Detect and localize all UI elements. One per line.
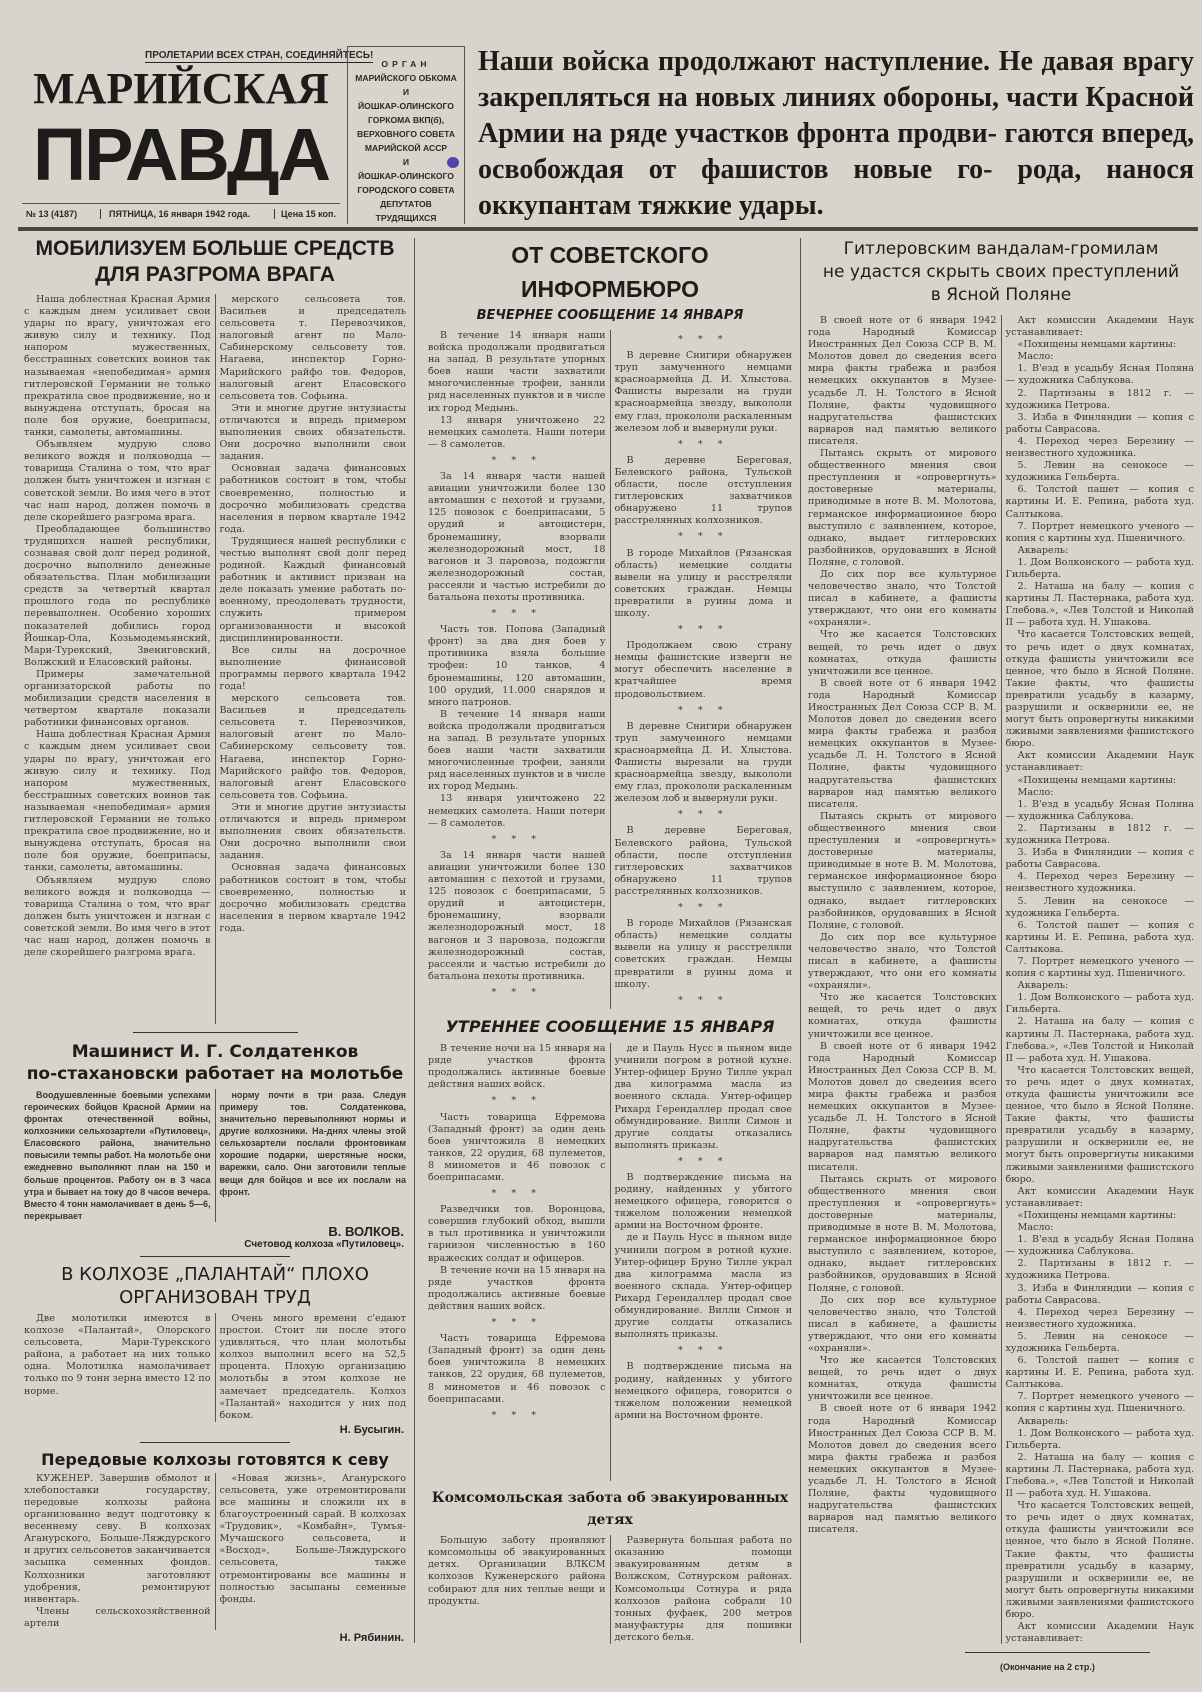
paragraph: 13 января уничтожено 22 немецких самолета. Наши потери — 8 самолетов. (428, 793, 606, 829)
paragraph: Акварель: (1017, 1415, 1069, 1427)
organ-box (347, 46, 465, 224)
paragraph: 4. Переход через Березину — неизвестного художника. (1005, 871, 1194, 895)
paragraph: В течение 14 января наши войска продолжали продвигаться на запад. В результате упорных боев наши части захватили многочисленные трофеи, заняли ряд населенных пунктов и в числе их город Медынь. (428, 330, 606, 414)
paragraph: Очень много времени с'едают простои. Стоит ли после этого удивляться, что план молотьбы колхоз выполнил всего на 52,5 процента. Плохую организацию молотьбы в этом колхозе не замечает председатель. Колхоз «Палантай» находится у них под боком. (219, 1312, 406, 1421)
machinist-signature: В. ВОЛКОВ. (328, 1223, 404, 1239)
morning-report-title: УТРЕННЕЕ СООБЩЕНИЕ 15 ЯНВАРЯ (445, 1017, 775, 1037)
section-separator: * * * (491, 986, 542, 998)
section-rule (140, 1442, 290, 1443)
organ-line: И (402, 157, 410, 167)
middle-section (424, 238, 796, 1644)
paragraph: де и Пауль Нусс в пьяном виде учинили погром в ротной кухне. Унтер-офицер Бруно Тилле украл два килограмма масла из военного склада. Унтер-офицер Рихард Герендаллер продал свое обмундирование. Вилли Симон и другие солдаты отказались выполнять приказы. (614, 1043, 792, 1151)
section-separator: * * * (678, 809, 729, 821)
paragraph: В деревне Снигири обнаружен труп замученного немцами красноармейца Д. И. Хлыстова. Фашисты вырезали на груди красноармейца звезду, выкололи ему глаз, прокололи раскаленным железом лоб и вывернули руки. (614, 350, 792, 434)
organ-line: МАРИЙСКОГО ОБКОМА (355, 73, 457, 83)
paragraph: 1. В'езд в усадьбу Ясная Поляна — художника Саблукова. (1005, 1234, 1194, 1258)
paragraph: Что же касается Толстовских вещей, то речь идет о двух комнатах, откуда фашисты уничтожили все ценное. (808, 629, 997, 677)
yasnaya-columns (804, 315, 1198, 1644)
paragraph: Наша доблестная Красная Армия с каждым днем усиливает свои удары по врагу, уничтожая его живую силу и технику. Под напором мужественных, бесстрашных советских воинов так называемая «непобедимая» армия гитлеровской Германии не только прекратила свое продвижение, но и вынуждена отступать, бросая на поле боя оружие, боеприпасы, танки, самолеты, автомашины. (24, 729, 211, 874)
paragraph: КУЖЕНЕР. Завершив обмолот и хлебопоставки государству, передовые колхозы района организованно ведут подготовку к весеннему севу. В колхозах Агануpского, Больше-Ляждурского и других сельсоветов заканчивается засыпка семенных фондов. Колхозники заготовляют удобрения, ремонтируют инвентарь. (24, 1472, 211, 1605)
paragraph: За 14 января части нашей авиации уничтожили более 130 автомашин с пехотой и грузами, 125 повозок с боеприпасами, 5 орудий и автоцистерн, бронемашину, взорвали железнодорожный мост, 18 вагонов и 3 паровоза, подожгли железнодорожный состав, рассеяли и частью истребили до батальона пехоты противника. (428, 849, 606, 982)
yasnaya-headline: Гитлеровским вандалам-громилам не удастся скрыть своих преступлений в Ясной Поляне (822, 239, 1180, 305)
informburo-column-4 (610, 1043, 797, 1481)
paragraph: 7. Портрет немецкого ученого — копия с картины худ. Пшеничного. (1005, 1391, 1194, 1415)
yasnaya-column-2 (1001, 315, 1199, 1644)
paragraph: Две молотилки имеются в колхозе «Палантай», Олорского сельсовета, Мари-Турекского района, а работает на них только одна. Молотилка намолачивает только по 9 тонн зерна вместо 12 по норме. (24, 1312, 211, 1397)
komsomol-headline: Комсомольская забота об эвакуированных детях (431, 1490, 789, 1529)
sowing-signature: Н. Рябинин. (339, 1632, 404, 1644)
paragraph: 7. Портрет немецкого ученого — копия с картины худ. Пшеничного. (1005, 520, 1194, 544)
sowing-columns (20, 1473, 410, 1630)
section-separator: * * * (678, 438, 729, 450)
palantai-headline: В КОЛХОЗЕ „ПАЛАНТАЙ“ ПЛОХО ОРГАНИЗОВАН ТРУД (61, 1263, 369, 1308)
paragraph: До сих пор все культурное человечество знало, что Толстой писал в кабинете, а фашисты утверждают, что они его комнаты «охраняли». (808, 931, 997, 992)
paragraph: Что же касается Толстовских вещей, то речь идет о двух комнатах, откуда фашисты уничтожили все ценное. (808, 992, 997, 1040)
informburo-column-3 (424, 1043, 610, 1481)
organ-line: ГОРКОМА ВКП(б), (368, 115, 444, 125)
evening-report-title: ВЕЧЕРНЕЕ СООБЩЕНИЕ 14 ЯНВАРЯ (476, 308, 744, 323)
lead-headline-line: гаются вперед, освобождая от фашистов новые го- (478, 118, 1194, 185)
komsomol-columns (424, 1535, 796, 1644)
section-separator: * * * (491, 1188, 542, 1200)
paragraph: норму почти в три раза. Следуя примеру тов. Солдатенкова, значительно перевыполняют нормы и другие колхозники. На-днях члены этой сельхозартели послали фронтовикам хорошие подарки, шерстяные носки, варежки, сало. Они заготовили теплые вещи для бойцов и все их послали на фронт. (219, 1089, 406, 1197)
section-separator: * * * (678, 1345, 729, 1357)
paragraph: Масло: (1017, 1222, 1054, 1234)
paragraph: 1. В'езд в усадьбу Ясная Поляна — художника Саблукова. (1005, 363, 1194, 387)
mobilize-headline: МОБИЛИЗУЕМ БОЛЬШЕ СРЕДСТВ ДЛЯ РАЗГРОМА ВРАГА (35, 237, 395, 286)
organ-line: МАРИЙСКОЙ АССР (364, 143, 448, 153)
paragraph: В своей ноте от 6 января 1942 года Народный Комиссар Иностранных Дел Союза ССР В. М. Молотов довел до сведения всего мира факты грабежа и разбоя немецких оккупантов в Музее-усадьбе Л. Н. Толстого в Ясной Поляне, факты чудовищного надругательства фашистских варваров над памятью великого писателя. (808, 1040, 997, 1173)
paragraph: Развернута большая работа по оказанию помощи эвакуированным детям в Волжском, Сотнурском районах. Комсомольцы Сотнура и ряда колхозов района собрали 10 тонных фуфаек, 200 метров мануфактуры для пошивки детского белья. (614, 1535, 792, 1643)
organ-line: ЙОШКАР-ОЛИНСКОГО (357, 171, 454, 181)
paragraph: Что касается Толстовских вещей, то речь идет о двух комнатах, откуда фашисты уничтожили все ценное, что было в Ясной Поляне. Такие факты, что фашисты превратили усадьбу в казарму, разрушили и осквернили ее, не могут быть опровергнуты никакими лживыми заявлениями фашистского бюро. (1005, 1064, 1194, 1185)
paragraph: В деревне Береговая, Белевского района, Тульской области, после отступления гитлеровских захватчиков обнаружено 11 трупов расстрелянных колхозников. (614, 825, 792, 897)
lead-headline-line: врагу закрепляться на новых линиях обороны, части (478, 46, 1194, 113)
paragraph: 4. Переход через Березину — неизвестного художника. (1005, 435, 1194, 460)
paragraph: «Новая жизнь», Агануpского сельсовета, уже отремонтировали все машины и сложили их в благоустроенный сарай. В колхозах «Трудовик», «Комбайн», Тумъя-Мучашского сельсовета, и «Восход», Больше-Ляждурского сельсовета, также отремонтированы все машины и полностью засыпаны семенные фонды. (219, 1472, 406, 1605)
section-separator: * * * (491, 1409, 542, 1421)
paragraph: 5. Левин на сенокосе — художника Гельберта. (1005, 460, 1194, 484)
paragraph: 2. Партизаны в 1812 г. — художника Петрова. (1005, 822, 1194, 847)
paragraph: Объявляем мудрую слово великого вождя и полководца — товарища Сталина о том, что враг должен быть уничтожен и изгнан с советской земли. Во имя чего в этот час наш народ, должен помочь в деле скорейшего разгрома врага. (24, 874, 211, 959)
section-separator: * * * (678, 704, 729, 716)
paragraph: Акт комиссии Академии Наук устанавливает: (1005, 750, 1194, 774)
paragraph: «Похищены немцами картины: (1017, 1209, 1177, 1221)
informburo-headline: ОТ СОВЕТСКОГО ИНФОРМБЮРО (511, 242, 709, 302)
paragraph: 5. Левин на сенокосе — художника Гельберта. (1005, 895, 1194, 919)
paragraph: «Похищены немцами картины: (1017, 774, 1177, 786)
organ-line: И (402, 87, 410, 97)
paragraph: де и Пауль Нусс в пьяном виде учинили погром в ротной кухне. Унтер-офицер Бруно Тилле украл два килограмма масла из военного склада. Унтер-офицер Рихард Герендаллер продал свое обмундирование. Вилли Симон и другие солдаты отказались выполнять приказы. (614, 1232, 792, 1341)
paragraph: Масло: (1017, 786, 1054, 798)
issue-date: ПЯТНИЦА, 16 января 1942 года. (101, 209, 275, 219)
paragraph: Часть тов. Попова (Западный фронт) за два дня боев у противника взяла большие трофеи: 10 танков, 4 бронемашины, 120 автомашин, 100 орудий, 11.000 снарядов и много патронов. (428, 624, 606, 708)
mobilize-columns (20, 294, 410, 1024)
informburo-column-1 (424, 330, 610, 1009)
lead-headline-line: Наши войска продолжают наступление. Не давая (478, 46, 1123, 77)
paragraph: Эти и многие другие энтузиасты отличаются и впредь примером выполнения своих обязательств. Они досрочно выполнили свои задания. (219, 801, 406, 862)
organ-line: ДЕПУТАТОВ (380, 199, 432, 209)
paragraph: 1. Дом Волконского — работа худ. Гильберта. (1005, 556, 1194, 580)
paragraph: 2. Наташа на балу — копия с картины Л. Пастернака, работа худ. Глебова.», «Лев Толстой и Николай II — работа худ. Н. Ушакова. (1005, 581, 1194, 629)
paragraph: 3. Изба в Финляндии — копия с работы Саврасова. (1005, 411, 1194, 435)
paragraph: 2. Партизаны в 1812 г. — художника Петрова. (1005, 1258, 1194, 1282)
organ-line: ВЕРХОВНОГО СОВЕТА (357, 129, 455, 139)
section-separator: * * * (491, 1095, 542, 1107)
informburo-column-2 (610, 330, 797, 1009)
section-divider (414, 238, 415, 1643)
masthead-info-bar (22, 203, 340, 224)
paragraph: В деревне Береговая, Белевского района, Тульской области, после отступления гитлеровских захватчиков обнаружено 11 трупов расстрелянных колхозников. (614, 454, 792, 527)
sowing-column-1 (20, 1473, 215, 1630)
machinist-columns (20, 1089, 410, 1222)
section-separator: * * * (678, 994, 729, 1006)
paragraph: Пытаясь скрыть от мирового общественного мнения свои преступления и «опровергнуть» достоверные материалы, приводимые в ноте В. М. Молотова, германское информационное бюро выступило с заявлением, которое, однако, выдает гитлеровских разбойников, орудовавших в Ясной Поляне, с головой. (808, 810, 997, 931)
paragraph: Акварель: (1017, 544, 1069, 556)
paragraph: 2. Наташа на балу — копия с картины Л. Пастернака, работа худ. Глебова.», «Лев Толстой и Николай II — работа худ. Н. Ушакова. (1005, 1451, 1194, 1500)
paragraph: 2. Наташа на балу — копия с картины Л. Пастернака, работа худ. Глебова.», «Лев Толстой и Николай II — работа худ. Н. Ушакова. (1005, 1016, 1194, 1064)
paragraph: Наша доблестная Красная Армия с каждым днем усиливает свои удары по врагу, уничтожая его живую силу и технику. Под напором мужественных, бесстрашных советских воинов так называемая «непобедимая» армия гитлеровской Германии не только прекратила свое продвижение, но и вынуждена отступать, бросая на поле боя оружие, боеприпасы, танки, самолеты, автомашины. (24, 294, 211, 439)
section-separator: * * * (491, 608, 542, 620)
paragraph: Пытаясь скрыть от мирового общественного мнения свои преступления и «опровергнуть» достоверные материалы, приводимые в ноте В. М. Молотова, германское информационное бюро выступило с заявлением, которое, однако, выдает гитлеровских разбойников, орудовавших в Ясной Поляне, с головой. (808, 448, 997, 568)
machinist-headline: Машинист И. Г. Солдатенков по-стахановски работает на молотьбе (26, 1041, 404, 1084)
lead-headline-line: Красной Армии на ряде участков фронта продви- (478, 82, 1194, 149)
section-divider (800, 238, 801, 1643)
paragraph: До сих пор все культурное человечество знало, что Толстой писал в кабинете, а фашисты утверждают, что они его комнаты «охраняли». (808, 1294, 997, 1354)
masthead-title-line1: МАРИЙСКАЯ (33, 64, 329, 113)
organ-line: ЙОШКАР-ОЛИНСКОГО (357, 101, 454, 111)
paragraph: «Похищены немцами картины: (1017, 339, 1177, 351)
right-section (804, 238, 1198, 1644)
paragraph: Воодушевленные боевыми успехами героических бойцов Красной Армии на фронтах отечественной войны, колхозники сельхозартели «Путиловец», Еласовского района, значительно повысили темпы работ. На молотьбе они ежедневно выполняют план на 150 и больше процентов. Работу он в 3 часа утра и бывает на току до 8 часов вечера. Вместо 4 тонн намолачивает в день 5—6, перекрывает (24, 1089, 211, 1221)
paragraph: За 14 января части нашей авиации уничтожили более 130 автомашин с пехотой и грузами, 125 повозок с боеприпасами, 5 орудий и автоцистерн, бронемашину, взорвали железнодорожный мост, 18 вагонов и 3 паровоза, подожгли железнодорожный состав, рассеяли и частью истребили до батальона пехоты противника. (428, 471, 606, 603)
masthead-rule (18, 227, 1198, 231)
paragraph: В подтверждение письма на родину, найденных у убитого немецкого офицера, говорится о тяжелом положении немецкой армии на Восточном фронте. (614, 1361, 792, 1421)
paragraph: 3. Изба в Финляндии — копия с работы Саврасова. (1005, 1282, 1194, 1306)
paragraph: В подтверждение письма на родину, найденных у убитого немецкого офицера, говорится о тяжелом положении немецкой армии на Восточном фронте. (614, 1172, 792, 1232)
section-separator: * * * (491, 1317, 542, 1329)
mobilize-column-2 (215, 294, 411, 1024)
palantai-columns (20, 1313, 410, 1422)
section-separator: * * * (491, 833, 542, 845)
paragraph: Большую заботу проявляют комсомольцы об эвакуированных детях. Организации ВЛКСМ колхозов Куженерского района собирают для них теплые вещи и продукты. (428, 1535, 606, 1607)
lead-headline-line: рода, нанося оккупантам тяжкие удары. (478, 154, 1194, 221)
evening-columns (424, 330, 796, 1009)
sowing-headline: Передовые колхозы готовятся к севу (41, 1449, 389, 1469)
paragraph: В своей ноте от 6 января 1942 года Народный Комиссар Иностранных Дел Союза ССР В. М. Молотов довел до сведения всего мира факты грабежа и разбоя немецких оккупантов в Музее-усадьбе Л. Н. Толстого в Ясной Поляне, факты чудовищного надругательства фашистских варваров над памятью великого писателя. (808, 677, 997, 810)
sowing-column-2 (215, 1473, 411, 1630)
end-rule (965, 1652, 1150, 1653)
ornament-rule (133, 1032, 298, 1033)
paragraph: 1. Дом Волконского — работа худ. Гильберта. (1005, 1427, 1194, 1451)
paragraph: В городе Михайлов (Рязанская область) немецкие солдаты вывели на улицу и расстреляли советских граждан. Немцы превратили в руины дома и школу. (614, 918, 792, 990)
left-section (20, 236, 410, 1644)
section-separator: * * * (678, 624, 729, 636)
paragraph: 13 января уничтожено 22 немецких самолета. Наши потери — 8 самолетов. (428, 414, 606, 450)
organ-line: ТРУДЯЩИХСЯ (375, 213, 437, 223)
section-separator: * * * (678, 334, 729, 345)
morning-columns (424, 1043, 796, 1481)
paragraph: мерского сельсовета тов. Васильев и председатель сельсовета т. Перевозчиков, налоговый агент по Мало-Сабинерскому сельсовету тов. Нагаева, инспектор Горно-Марийского райфо тов. Федоров, налоговый агент Еласовского сельсовета тов. Софьина. (219, 693, 406, 801)
palantai-column-2 (215, 1313, 411, 1422)
paragraph: Акт комиссии Академии Наук устанавливает: (1005, 1621, 1194, 1645)
section-separator: * * * (678, 902, 729, 914)
paragraph: Разведчики тов. Воронцова, совершив глубокий обход, вышли в тыл противника и уничтожили гарнизон численностью в 160 вражеских солдат и офицеров. (428, 1204, 606, 1264)
paragraph: мерского сельсовета тов. Васильев и председатель сельсовета т. Перевозчиков, налоговый агент по Мало-Сабинерскому сельсовету тов. Нагаева, инспектор Горно-Марийского райфо тов. Федоров, налоговый агент Еласовского сельсовета тов. Софьина. (219, 294, 406, 402)
paragraph: Примеры замечательной организаторской работы по мобилизации средств населения в четвертом квартале показали работники финансовых органов. (24, 668, 211, 729)
section-separator: * * * (678, 1155, 729, 1167)
paragraph: Основная задача финансовых работников состоит в том, чтобы своевременно, полностью и досрочно мобилизовать средства населения в первом квартале 1942 года. (219, 463, 406, 535)
section-rule (140, 1256, 290, 1257)
paragraph: Акварель: (1017, 980, 1069, 992)
paragraph: До сих пор все культурное человечество знало, что Толстой писал в кабинете, а фашисты утверждают, что они его комнаты «охраняли». (808, 568, 997, 629)
paragraph: 1. Дом Волконского — работа худ. Гильберта. (1005, 992, 1194, 1016)
masthead-title-line2: ПРАВДА (32, 113, 330, 196)
paragraph: 6. Толстой пашет — копия с картины И. Е. Репина, работа худ. Салтыкова. (1005, 484, 1194, 520)
paragraph: Акт комиссии Академии Наук устанавливает: (1005, 315, 1194, 339)
organ-line: ГОРОДСКОГО СОВЕТА (357, 185, 455, 195)
paragraph: Часть товарища Ефремова (Западный фронт) за один день боев уничтожила 8 немецких танков, 22 орудия, 68 пулеметов, 8 минометов и 46 повозок с боеприпасами. (428, 1333, 606, 1405)
yasnaya-column-1 (804, 315, 1001, 1644)
paragraph: 6. Толстой пашет — копия с картины И. Е. Репина, работа худ. Салтыкова. (1005, 1355, 1194, 1391)
paragraph: 5. Левин на сенокосе — художника Гельберта. (1005, 1330, 1194, 1354)
machinist-signature-role: Счетовод колхоза «Путиловец». (244, 1238, 404, 1250)
section-separator: * * * (491, 454, 542, 466)
paragraph: 6. Толстой пашет — копия с картины И. Е. Репина, работа худ. Салтыкова. (1005, 919, 1194, 955)
palantai-column-1 (20, 1313, 215, 1422)
issue-number: № 13 (4187) (22, 209, 101, 219)
issue-price: Цена 15 коп. (281, 209, 336, 219)
paragraph: Члены сельскохозяйственной артели (24, 1605, 211, 1629)
paragraph: 1. В'езд в усадьбу Ясная Поляна — художника Саблукова. (1005, 798, 1194, 822)
paragraph: В течение ночи на 15 января на ряде участков фронта продолжались активные боевые действия наших войск. (428, 1264, 606, 1312)
paragraph: В своей ноте от 6 января 1942 года Народный Комиссар Иностранных Дел Союза ССР В. М. Молотов довел до сведения всего мира факты грабежа и разбоя немецких оккупантов в Музее-усадьбе Л. Н. Толстого в Ясной Поляне, факты чудовищного надругательства фашистских варваров над памятью великого писателя. (808, 315, 997, 447)
komsomol-column-2 (610, 1535, 797, 1644)
lead-headline (478, 44, 1194, 224)
paragraph: Объявляем мудрую слово великого вождя и полководца — товарища Сталина о том, что враг должен быть уничтожен и изгнан с советской земли. Во имя чего в этот час наш народ, должен помочь в деле скорейшего разгрома врага. (24, 439, 211, 523)
paragraph: Основная задача финансовых работников состоит в том, чтобы своевременно, полностью и досрочно мобилизовать средства населения в первом квартале 1942 года. (219, 862, 406, 934)
palantai-signature: Н. Бусыгин. (339, 1423, 404, 1436)
paragraph: Часть товарища Ефремова (Западный фронт) за один день боев уничтожила 8 немецких танков, 22 орудия, 68 пулеметов, 8 минометов и 46 повозок с боеприпасами. (428, 1111, 606, 1183)
paragraph: Преобладающее большинство трудящихся нашей республики, сознавая свой долг перед родиной, досрочно выполнило денежные обязательства. План мобилизации средств за четвертый квартал прошлого года по республике перевыполнен. Особенно хороших показателей добились город Йошкар-Ола, Козьмодемьянский, Мари-Турекский, Звениговский, Волжский и Еласовский районы. (24, 523, 211, 668)
mobilize-column-1 (20, 294, 215, 1024)
paragraph: В течение ночи на 15 января на ряде участков фронта продолжались активные боевые действия наших войск. (428, 1043, 606, 1091)
paragraph: 4. Переход через Березину — неизвестного художника. (1005, 1306, 1194, 1330)
paragraph: В деревне Снигири обнаружен труп замученного немцами красноармейца Д. И. Хлыстова. Фашисты вырезали на груди красноармейца звезду, выкололи ему глаз, прокололи раскаленным железом лоб и вывернули руки. (614, 720, 792, 805)
paragraph: Акт комиссии Академии Наук устанавливает: (1005, 1185, 1194, 1209)
ink-stain (447, 157, 459, 168)
paragraph: Что касается Толстовских вещей, то речь идет о двух комнатах, откуда фашисты уничтожили все ценное, что было в Ясной Поляне. Такие факты, что фашисты превратили усадьбу в казарму, разрушили и осквернили ее, не могут быть опровергнуты никакими лживыми заявлениями фашистского бюро. (1005, 629, 1194, 750)
komsomol-column-1 (424, 1535, 610, 1644)
paragraph: 2. Партизаны в 1812 г. — художника Петрова. (1005, 387, 1194, 411)
paragraph: Что же касается Толстовских вещей, то речь идет о двух комнатах, откуда фашисты уничтожили все ценное. (808, 1355, 997, 1403)
paragraph: Трудящиеся нашей республики с честью выполнят свой долг перед родиной. Каждый финансовый работник и активист призван на деле показать умение работать по-военному, преодолевать трудности, служить примером организованности и высокой дисциплинированности. (219, 535, 406, 644)
machinist-column-1 (20, 1089, 215, 1222)
paragraph: Пытаясь скрыть от мирового общественного мнения свои преступления и «опровергнуть» достоверные материалы, приводимые в ноте В. М. Молотова, германское информационное бюро выступило с заявлением, которое, однако, выдает гитлеровских разбойников, орудовавших в Ясной Поляне, с головой. (808, 1173, 997, 1294)
paragraph: Все силы на досрочное выполнение финансовой программы первого квартала 1942 года! (219, 644, 406, 692)
section-separator: * * * (678, 531, 729, 543)
organ-line: ОРГАН (381, 59, 431, 69)
paragraph: Что касается Толстовских вещей, то речь идет о двух комнатах, откуда фашисты уничтожили все ценное, что было в Ясной Поляне. Такие факты, что фашисты превратили усадьбу в казарму, разрушили и осквернили ее, не могут быть опровергнуты никакими лживыми заявлениями фашистского бюро. (1005, 1500, 1194, 1621)
paragraph: 3. Изба в Финляндии — копия с работы Саврасова. (1005, 847, 1194, 871)
paragraph: В своей ноте от 6 января 1942 года Народный Комиссар Иностранных Дел Союза ССР В. М. Молотов довел до сведения всего мира факты грабежа и разбоя немецких оккупантов в Музее-усадьбе Л. Н. Толстого в Ясной Поляне, факты чудовищного надругательства фашистских варваров над памятью великого писателя. (808, 1403, 997, 1536)
continued-note: (Окончание на 2 стр.) (1000, 1662, 1095, 1672)
paragraph: 7. Портрет немецкого ученого — копия с картины худ. Пшеничного. (1005, 955, 1194, 980)
machinist-column-2 (215, 1089, 411, 1222)
masthead-slogan: ПРОЛЕТАРИИ ВСЕХ СТРАН, СОЕДИНЯЙТЕСЬ! (145, 50, 374, 61)
paragraph: В городе Михайлов (Рязанская область) немецкие солдаты вывели на улицу и расстреляли советских граждан. Немцы превратили в руины дома и школу. (614, 547, 792, 619)
paragraph: Эти и многие другие энтузиасты отличаются и впредь примером выполнения своих обязательств. Они досрочно выполнили свои задания. (219, 402, 406, 463)
paragraph: В течение 14 января наши войска продолжали продвигаться на запад. В результате упорных боев наши части захватили многочисленные трофеи, заняли ряд населенных пунктов и в числе их город Медынь. (428, 708, 606, 793)
paragraph: Масло: (1017, 351, 1054, 363)
paragraph: Продолжаем свою страну немцы фашистские изверги не могут обеспечить население в кратчайшее время продовольствием. (614, 640, 792, 700)
